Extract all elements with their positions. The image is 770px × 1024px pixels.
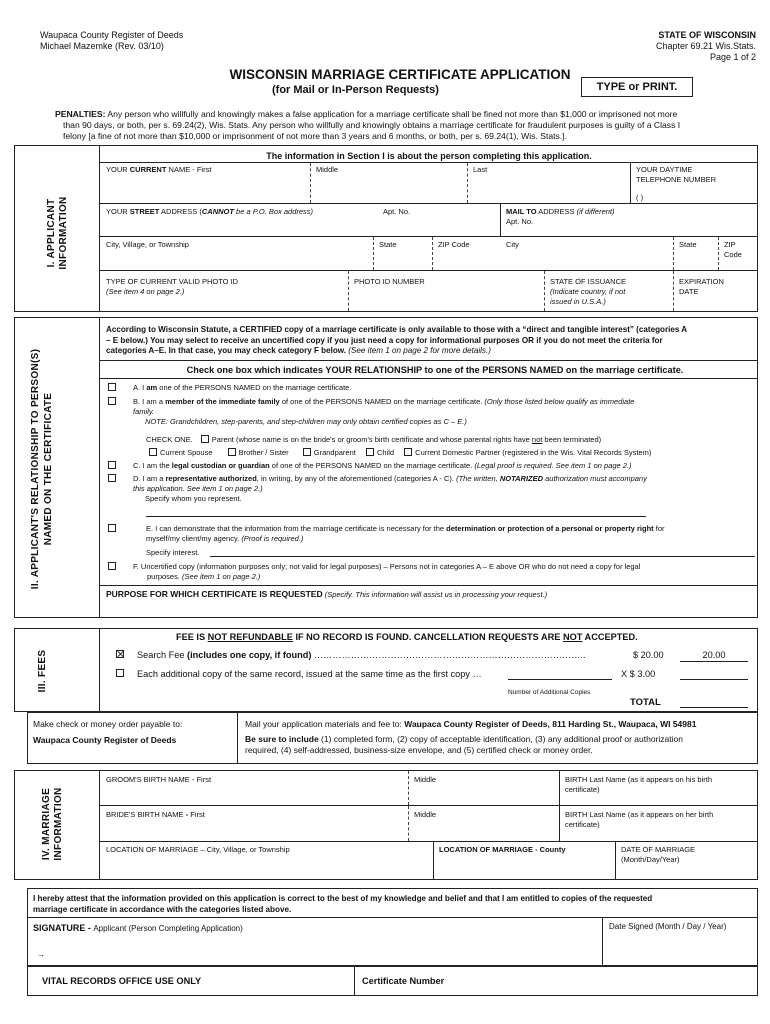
search-fee-label: Search Fee (includes one copy, if found) …………………………………………………………………………….. bbox=[137, 650, 586, 660]
expiration-date-label: EXPIRATION DATE bbox=[679, 277, 724, 296]
section-1-intro: The information in Section I is about the person completing this application. bbox=[266, 151, 592, 161]
current-name-middle-label: Middle bbox=[316, 165, 339, 174]
purpose-label: PURPOSE FOR WHICH CERTIFICATE IS REQUESTED (Specify. This information will assist us in processing your request.) bbox=[106, 589, 548, 599]
zip-label-2: ZIP Code bbox=[724, 240, 742, 259]
purpose-field[interactable] bbox=[100, 600, 757, 617]
section-1-label: I. APPLICANT INFORMATION bbox=[46, 196, 69, 270]
phone-area-code: ( ) bbox=[636, 193, 644, 202]
option-b-label: B. I am a member of the immediate family of one of the PERSONS NAMED on the marriage certificate. (Only those listed below qualify as immediate family. NOTE: Grandchildren, step-parents, and step-children may only obtain certified copies as C – E.) bbox=[133, 397, 635, 426]
checkbox-domestic-partner[interactable] bbox=[404, 448, 412, 456]
form-title: WISCONSIN MARRIAGE CERTIFICATE APPLICATION bbox=[229, 67, 571, 82]
penalties-text-2: than 90 days, or both, per s. 69.24(2), Wis. Stats. Any person who willfully and knowingly obtains a marriage certificate for fraudulent purposes is guilty of a Class I bbox=[63, 120, 681, 130]
date-of-marriage-label: DATE OF MARRIAGE (Month/Day/Year) bbox=[621, 845, 696, 864]
bride-name-field[interactable] bbox=[100, 826, 757, 840]
fee-heading: FEE IS NOT REFUNDABLE IF NO RECORD IS FOUND. CANCELLATION REQUESTS ARE NOT ACCEPTED. bbox=[176, 632, 638, 642]
relationship-heading: Check one box which indicates YOUR RELATIONSHIP to one of the PERSONS NAMED on the marriage certificate. bbox=[186, 365, 684, 375]
additional-copy-checkbox[interactable] bbox=[116, 669, 127, 679]
check-one-parent-row: CHECK ONE. Parent (whose name is on the bride's or groom's birth certificate and whose parental rights have not been terminated) bbox=[146, 435, 602, 444]
include-text: Be sure to include (1) completed form, (2) copy of acceptable identification, (3) any additional proof or authorization required, (4) self-addressed, business-size envelope, and (5) certified check or money order. bbox=[245, 734, 683, 755]
street-address-field[interactable] bbox=[100, 218, 499, 235]
section-4-label: IV. MARRIAGE INFORMATION bbox=[41, 787, 64, 861]
city-label: City bbox=[506, 240, 519, 249]
groom-name-field[interactable] bbox=[100, 790, 757, 805]
daytime-phone-label: YOUR DAYTIME TELEPHONE NUMBER bbox=[636, 165, 717, 184]
type-or-print-box: TYPE or PRINT. bbox=[581, 77, 693, 97]
bride-first-label: BRIDE'S BIRTH NAME - First bbox=[106, 810, 205, 819]
checkbox-brother-sister[interactable] bbox=[228, 448, 236, 456]
state-label-2: State bbox=[679, 240, 697, 249]
total-label: TOTAL bbox=[630, 697, 661, 708]
checkbox-grandparent[interactable] bbox=[303, 448, 311, 456]
checkbox-b[interactable] bbox=[108, 397, 119, 407]
header-left bbox=[40, 30, 183, 52]
penalties-block bbox=[55, 109, 755, 142]
county-name: Waupaca County Register of Deeds bbox=[40, 30, 184, 40]
photo-id-number-label: PHOTO ID NUMBER bbox=[354, 277, 425, 286]
payee-name: Waupaca County Register of Deeds bbox=[33, 735, 177, 745]
option-d-label: D. I am a representative authorized, in writing, by any of the aforementioned (categories A - C). (The written, NOTARIZED authorization must accompany this application. See item 1 on page 2.) Specify whom you represent. bbox=[133, 474, 647, 503]
photo-id-field[interactable] bbox=[100, 299, 757, 311]
current-name-last-label: Last bbox=[473, 165, 488, 174]
checkbox-e[interactable] bbox=[108, 524, 119, 534]
represent-input-line[interactable] bbox=[146, 516, 646, 517]
option-a-label: A. I am one of the PERSONS NAMED on the marriage certificate. bbox=[133, 383, 352, 392]
form-subtitle: (for Mail or In-Person Requests) bbox=[272, 84, 439, 96]
section-2-label: II. APPLICANT'S RELATIONSHIP TO PERSON(S) NAMED ON THE CERTIFICATE bbox=[30, 348, 54, 590]
penalties-text-1: Any person who willfully and knowingly makes a false application for a marriage certificate shall be fined not more than $1,000 or imprisoned not more bbox=[107, 109, 678, 119]
date-signed-label: Date Signed (Month / Day / Year) bbox=[609, 922, 727, 931]
penalties-text-3: felony [a fine of not more than $10,000 or imprisonment of not more than 3 years and 6 months, or both, per s. 69.24(1), Wis. Stats.]. bbox=[63, 131, 567, 141]
location-city-label: LOCATION OF MARRIAGE – City, Village, or Township bbox=[106, 845, 290, 854]
groom-first-label: GROOM'S BIRTH NAME - First bbox=[106, 775, 212, 784]
state-label-1: State bbox=[379, 240, 397, 249]
location-date-field[interactable] bbox=[100, 860, 757, 879]
checkbox-a[interactable] bbox=[108, 383, 119, 393]
option-f-label: F. Uncertified copy (information purposes only; not valid for legal purposes) – Persons not in categories A – E above OR who do not need a copy for legal purposes. (See item 1 on page 2.) bbox=[133, 562, 641, 581]
statute-text: According to Wisconsin Statute, a CERTIFIED copy of a marriage certificate is only available to those with a “direct and tangible interest” (categories A – E below.) You may select to receive an uncertified copy if you just need a copy for informational purposes OR if you do not meet the criteria for categories A–E. In that case, you may check category F below. (See item 1 on page 2 for more details.) bbox=[106, 325, 688, 355]
search-fee-amount: $ 20.00 bbox=[633, 650, 664, 660]
apt-no-label: Apt. No. bbox=[383, 207, 411, 216]
family-sub-options: Current Spouse Brother / Sister Grandparent Child Current Domestic Partner (registered in the Wis. Vital Records System) bbox=[149, 448, 651, 457]
additional-copy-price: X $ 3.00 bbox=[621, 669, 656, 679]
section-3-label: III. FEES bbox=[37, 649, 48, 693]
additional-copies-input[interactable] bbox=[508, 679, 612, 680]
bride-last-label: BIRTH Last Name (as it appears on her birth certificate) bbox=[565, 810, 714, 829]
certificate-number-label: Certificate Number bbox=[362, 976, 445, 986]
checkbox-child[interactable] bbox=[366, 448, 374, 456]
additional-copy-label: Each additional copy of the same record, issued at the same time as the first copy … bbox=[137, 669, 482, 679]
signature-label: SIGNATURE - Applicant (Person Completing Application) bbox=[33, 923, 243, 933]
groom-last-label: BIRTH Last Name (as it appears on his birth certificate) bbox=[565, 775, 713, 794]
current-name-field[interactable] bbox=[100, 163, 630, 203]
mail-to-address-label: MAIL TO ADDRESS (if different) Apt. No. bbox=[506, 207, 615, 226]
date-signed-field[interactable] bbox=[603, 935, 757, 965]
additional-copy-total-field[interactable] bbox=[680, 679, 748, 680]
num-copies-label: Number of Additional Copies bbox=[508, 689, 591, 696]
checkbox-f[interactable] bbox=[108, 562, 119, 572]
total-field[interactable] bbox=[680, 707, 748, 708]
checkbox-parent[interactable] bbox=[201, 435, 209, 443]
groom-middle-label: Middle bbox=[414, 775, 437, 784]
interest-input-line[interactable] bbox=[210, 556, 755, 557]
bride-middle-label: Middle bbox=[414, 810, 437, 819]
attest-text: I hereby attest that the information provided on this application is correct to the best of my knowledge and belief and that I am entitled to copies of the requested marriage certificate in accordance with the categories listed above. bbox=[33, 894, 653, 914]
signature-field[interactable] bbox=[28, 935, 601, 965]
signature-arrow-icon: → bbox=[37, 950, 45, 959]
mail-city-state-zip-field[interactable] bbox=[501, 251, 757, 270]
specify-interest-label: Specify interest. bbox=[146, 548, 200, 557]
header-right bbox=[656, 30, 756, 62]
photo-id-type-label: TYPE OF CURRENT VALID PHOTO ID (See item 4 on page 2.) bbox=[106, 277, 239, 296]
city-state-zip-field[interactable] bbox=[100, 251, 499, 270]
checkbox-current-spouse[interactable] bbox=[149, 448, 157, 456]
phone-field[interactable] bbox=[631, 176, 757, 202]
mail-to-line: Mail your application materials and fee to: Waupaca County Register of Deeds, 811 Harding St., Waupaca, WI 54981 bbox=[245, 719, 697, 729]
checkbox-d[interactable] bbox=[108, 474, 119, 484]
option-e-label: E. I can demonstrate that the information from the marriage certificate is necessary for the determination or protection of a personal or property right for myself/my client/my agency. (Proof is required.) bbox=[146, 524, 665, 543]
state-of-issuance-label: STATE OF ISSUANCE (Indicate country, if not issued in U.S.A.) bbox=[550, 277, 626, 306]
city-village-label: City, Village, or Township bbox=[106, 240, 189, 249]
search-fee-checkbox[interactable] bbox=[116, 650, 127, 660]
location-county-label: LOCATION OF MARRIAGE - County bbox=[439, 845, 566, 854]
search-fee-total-field[interactable]: 20.00 bbox=[680, 650, 748, 662]
zip-label-1: ZIP Code bbox=[438, 240, 470, 249]
checkbox-c[interactable] bbox=[108, 461, 119, 471]
state-label: STATE OF WISCONSIN bbox=[658, 30, 756, 40]
payable-to-label: Make check or money order payable to: bbox=[33, 719, 183, 729]
revision-info: Michael Mazemke (Rev. 03/10) bbox=[40, 40, 164, 51]
statute-ref: Chapter 69.21 Wis.Stats. bbox=[655, 40, 756, 51]
street-address-label: YOUR STREET ADDRESS (CANNOT be a P.O. Box address) bbox=[106, 207, 314, 216]
office-use-label: VITAL RECORDS OFFICE USE ONLY bbox=[42, 976, 202, 986]
page-number: Page 1 of 2 bbox=[709, 51, 756, 62]
penalties-label: PENALTIES: bbox=[55, 109, 106, 119]
current-name-first-label: YOUR CURRENT NAME - First bbox=[106, 165, 212, 174]
option-c-label: C. I am the legal custodian or guardian of one of the PERSONS NAMED on the marriage certificate. (Legal proof is required. See item 1 on page 2.) bbox=[133, 461, 632, 470]
